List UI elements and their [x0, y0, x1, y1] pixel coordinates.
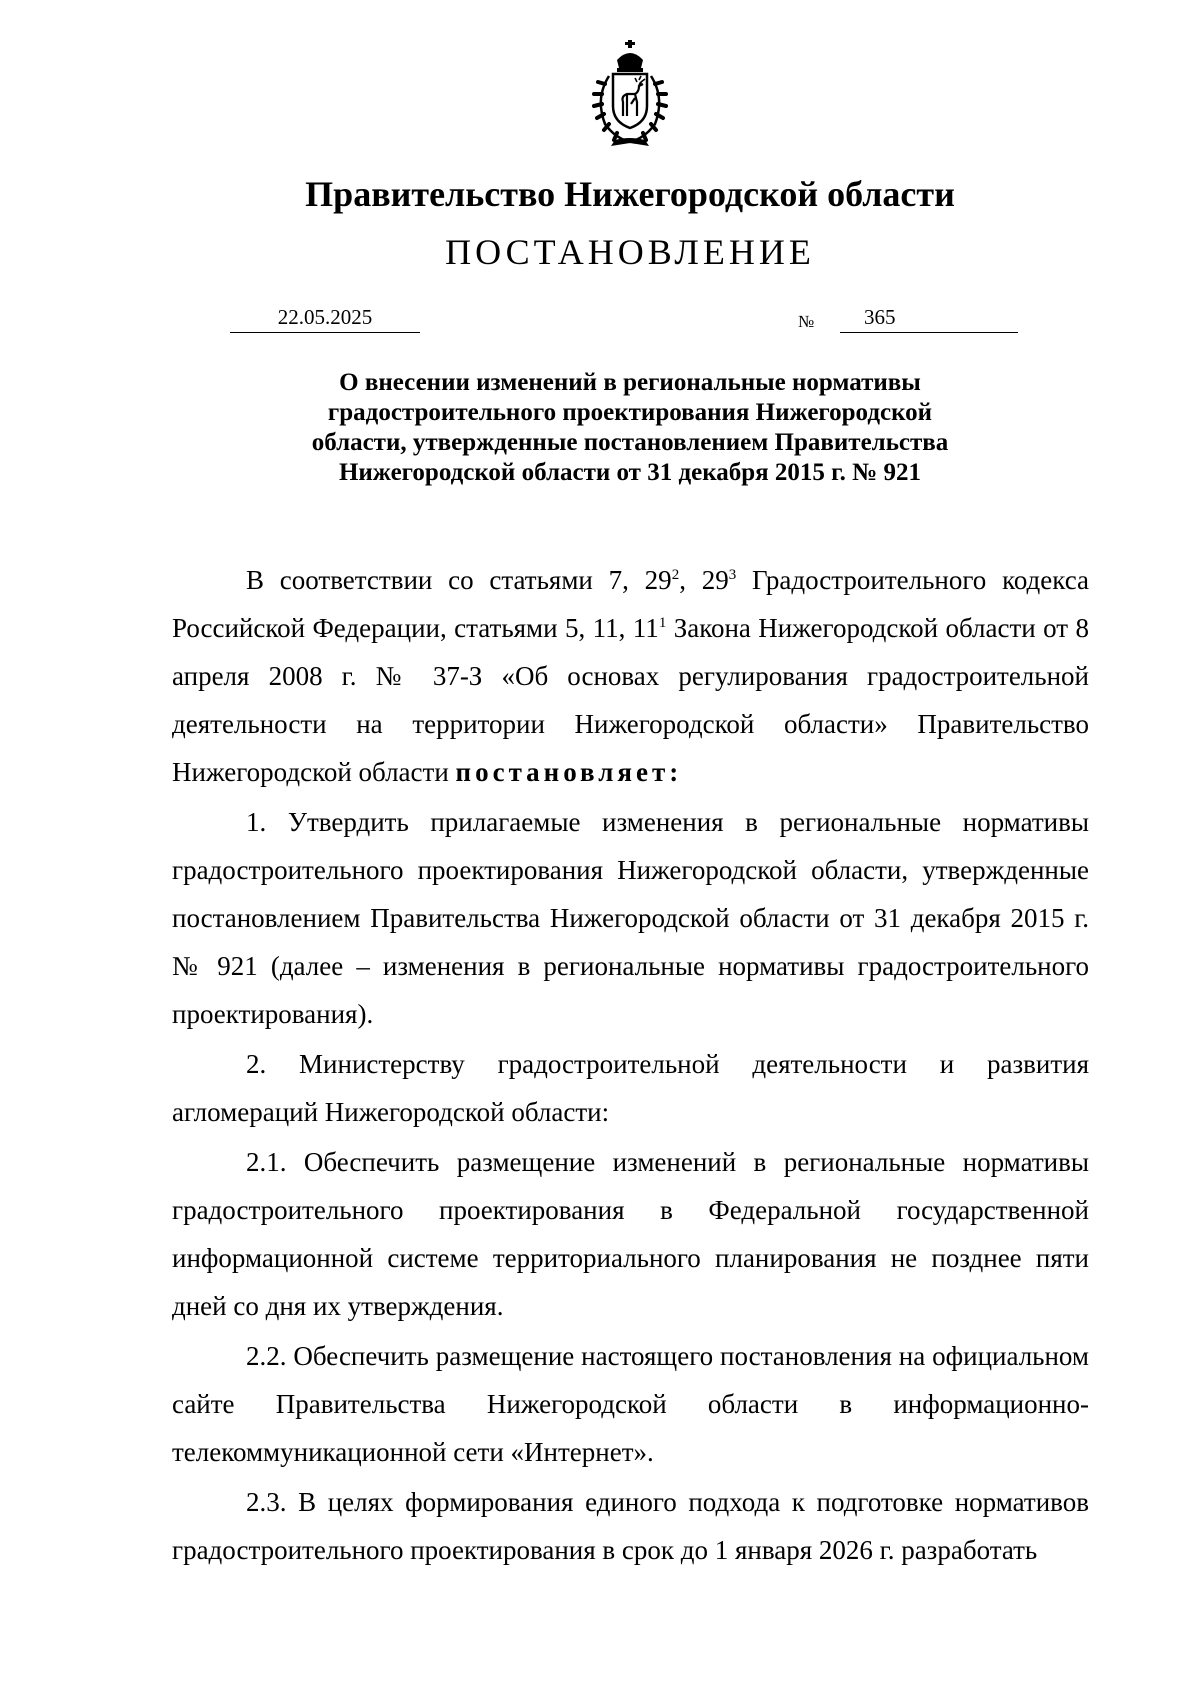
paragraph-2-3: 2.3. В целях формирования единого подхода к подготовке нормативов градостроительного проектирования в срок до 1 января 2026 г. разработать [172, 1487, 1089, 1565]
document-subject [230, 368, 1030, 488]
government-title: Правительство Нижегородской области [305, 174, 955, 214]
superscript: 3 [728, 567, 737, 583]
decree-word: постановляет: [455, 757, 683, 787]
subject-line: Нижегородской области от 31 декабря 2015 г. № 921 [338, 459, 922, 486]
document-date: 22.05.2025 [230, 302, 420, 333]
subject-line: О внесении изменений в региональные нормативы [339, 369, 921, 396]
document-type: ПОСТАНОВЛЕНИЕ [445, 232, 815, 272]
number-sign: № [798, 312, 815, 331]
document-number [840, 302, 1018, 333]
superscript: 2 [671, 567, 680, 583]
document-body [172, 556, 1089, 1574]
superscript: 1 [658, 615, 667, 631]
preamble-paragraph: В соответствии со статьями 7, $29^2$, $29^3$ Градостроительного кодекса Российской Федерации, статьями 5, 11, $11^1$ Закона Нижегородской области от 8 апреля 2008 г. № 37-З «Об основах регулирования градостроительной деятельности на территории Нижегородской области» Правительство Нижегородской области постановляет: [172, 565, 1089, 787]
subject-line: градостроительного проектирования Нижегородской [327, 399, 933, 426]
document-number-value: 365 [864, 305, 896, 329]
coat-of-arms-icon [575, 38, 685, 148]
paragraph-2-2: 2.2. Обеспечить размещение настоящего постановления на официальном сайте Правительства Нижегородской области в информационно-телекоммуникационной сети «Интернет». [172, 1341, 1089, 1467]
subject-line: области, утвержденные постановлением Правительства [311, 429, 949, 456]
paragraph-2-1: 2.1. Обеспечить размещение изменений в региональные нормативы градостроительного проектирования в Федеральной государственной информационной системе территориального планирования не позднее пяти дней со дня их утверждения. [172, 1147, 1089, 1321]
paragraph-2: 2. Министерству градостроительной деятельности и развития агломераций Нижегородской области: [172, 1049, 1089, 1127]
paragraph-1: 1. Утвердить прилагаемые изменения в региональные нормативы градостроительного проектирования Нижегородской области, утвержденные постановлением Правительства Нижегородской области от 31 декабря 2015 г. № 921 (далее – изменения в региональные нормативы градостроительного проектирования). [172, 807, 1089, 1029]
